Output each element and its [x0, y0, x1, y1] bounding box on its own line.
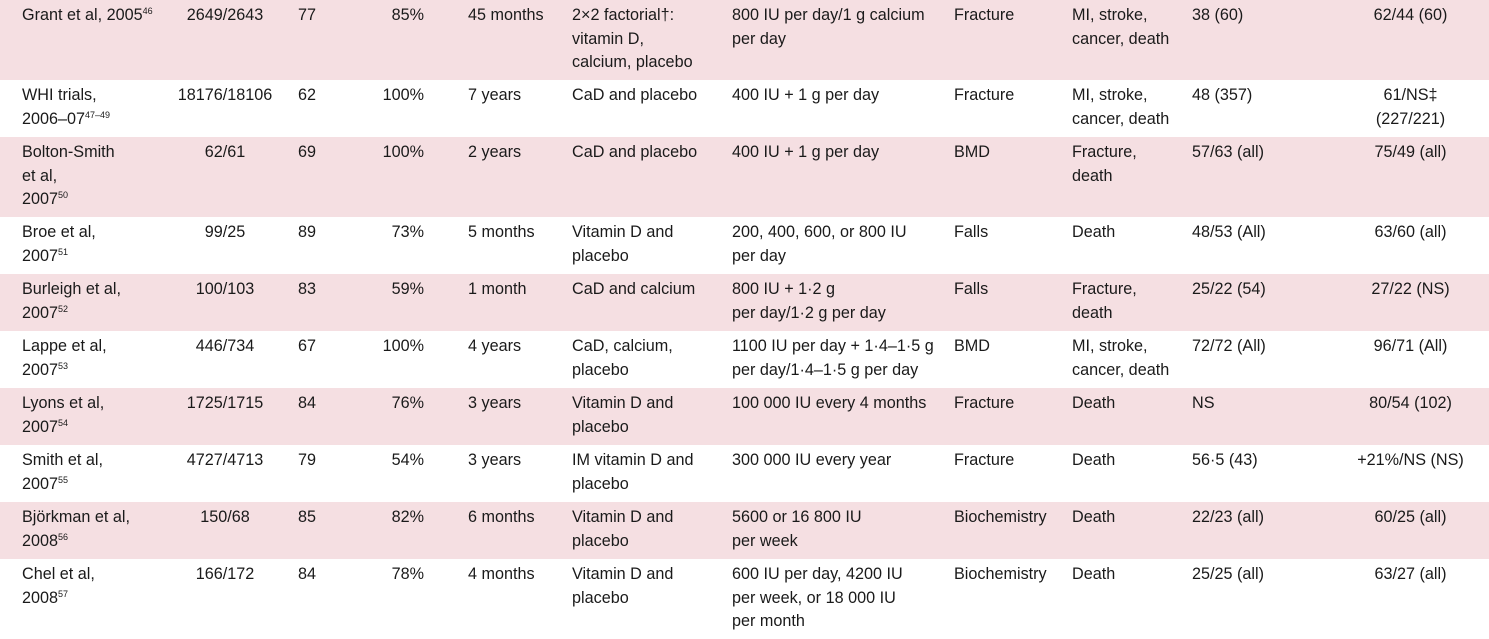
- study-line: Broe et al,: [22, 223, 96, 241]
- secondary-outcome-cell: [1072, 388, 1192, 445]
- study-line: 2008$^{56}$: [22, 531, 69, 550]
- secondary-outcome-line: Fracture,: [1072, 143, 1137, 161]
- design-cell: [572, 502, 732, 559]
- duration-cell: 4 months: [468, 559, 572, 639]
- followup-cell: [1332, 217, 1489, 274]
- followup-line: +21%/NS (NS): [1357, 451, 1464, 469]
- design-line: placebo: [572, 588, 629, 607]
- secondary-outcome-cell: [1072, 217, 1192, 274]
- study-line: Lappe et al,: [22, 337, 107, 355]
- secondary-outcome-line: Death: [1072, 451, 1116, 469]
- primary-outcome-cell: [954, 502, 1072, 559]
- participants-cell: 2649/2643: [160, 0, 290, 80]
- dose-line: 5600 or 16 800 IU: [732, 508, 862, 526]
- study-line: 2008$^{57}$: [22, 588, 69, 607]
- dose-line: 200, 400, 600, or 800 IU: [732, 223, 907, 241]
- study-cell: [0, 502, 160, 559]
- design-line: Vitamin D and: [572, 394, 674, 412]
- reference-superscript: 57: [58, 588, 69, 599]
- baseline-cell: 25/25 (all): [1192, 559, 1332, 639]
- dose-cell: [732, 445, 954, 502]
- reference-superscript: 51: [58, 246, 69, 257]
- table-row: [0, 331, 1489, 388]
- primary-outcome-cell: [954, 331, 1072, 388]
- design-cell: [572, 80, 732, 137]
- women-cell: 73%: [335, 217, 468, 274]
- secondary-outcome-line: death: [1072, 303, 1113, 322]
- design-cell: [572, 331, 732, 388]
- women-cell: 76%: [335, 388, 468, 445]
- study-line: et al,: [22, 166, 58, 185]
- table-row: [0, 274, 1489, 331]
- women-cell: 82%: [335, 502, 468, 559]
- secondary-outcome-line: Death: [1072, 508, 1116, 526]
- study-cell: [0, 217, 160, 274]
- secondary-outcome-line: MI, stroke,: [1072, 337, 1148, 355]
- secondary-outcome-line: cancer, death: [1072, 29, 1170, 48]
- secondary-outcome-line: cancer, death: [1072, 109, 1170, 128]
- design-line: CaD and placebo: [572, 143, 698, 161]
- design-line: placebo: [572, 246, 629, 265]
- dose-cell: [732, 331, 954, 388]
- design-line: placebo: [572, 531, 629, 550]
- reference-superscript: 56: [58, 531, 69, 542]
- age-cell: 89: [290, 217, 335, 274]
- dose-line: per week: [732, 531, 798, 550]
- age-cell: 69: [290, 137, 335, 217]
- age-cell: 84: [290, 559, 335, 639]
- women-cell: 59%: [335, 274, 468, 331]
- women-cell: 85%: [335, 0, 468, 80]
- design-cell: [572, 388, 732, 445]
- study-cell: [0, 388, 160, 445]
- primary-outcome-cell: [954, 137, 1072, 217]
- duration-cell: 2 years: [468, 137, 572, 217]
- study-line: 2007$^{51}$: [22, 246, 69, 265]
- followup-cell: [1332, 274, 1489, 331]
- followup-cell: [1332, 502, 1489, 559]
- followup-line: 60/25 (all): [1374, 508, 1447, 526]
- dose-line: 800 IU per day/1 g calcium: [732, 6, 925, 24]
- duration-cell: 5 months: [468, 217, 572, 274]
- study-cell: [0, 137, 160, 217]
- followup-cell: [1332, 137, 1489, 217]
- dose-cell: [732, 274, 954, 331]
- secondary-outcome-line: cancer, death: [1072, 360, 1170, 379]
- study-line: 2007$^{50}$: [22, 190, 69, 208]
- baseline-cell: 48/53 (All): [1192, 217, 1332, 274]
- duration-cell: 1 month: [468, 274, 572, 331]
- study-cell: [0, 559, 160, 639]
- study-line: 2007$^{52}$: [22, 303, 69, 322]
- study-line: Björkman et al,: [22, 508, 130, 526]
- secondary-outcome-cell: [1072, 445, 1192, 502]
- participants-cell: 4727/4713: [160, 445, 290, 502]
- primary-outcome-line: Fracture: [954, 86, 1015, 104]
- dose-cell: [732, 388, 954, 445]
- design-line: Vitamin D and: [572, 223, 674, 241]
- reference-superscript: 52: [58, 303, 69, 314]
- baseline-cell: 72/72 (All): [1192, 331, 1332, 388]
- design-line: placebo: [572, 474, 629, 493]
- study-cell: [0, 0, 160, 80]
- age-cell: 83: [290, 274, 335, 331]
- followup-line: 27/22 (NS): [1371, 280, 1450, 298]
- design-cell: [572, 0, 732, 80]
- design-line: placebo: [572, 417, 629, 436]
- primary-outcome-line: Biochemistry: [954, 565, 1047, 583]
- women-cell: 100%: [335, 80, 468, 137]
- women-cell: 100%: [335, 137, 468, 217]
- design-line: Vitamin D and: [572, 565, 674, 583]
- followup-cell: [1332, 80, 1489, 137]
- dose-cell: [732, 80, 954, 137]
- table-row: [0, 80, 1489, 137]
- primary-outcome-cell: [954, 559, 1072, 639]
- participants-cell: 99/25: [160, 217, 290, 274]
- primary-outcome-cell: [954, 445, 1072, 502]
- table-row: [0, 559, 1489, 639]
- primary-outcome-line: Falls: [954, 223, 989, 241]
- participants-cell: 166/172: [160, 559, 290, 639]
- design-line: Vitamin D and: [572, 508, 674, 526]
- secondary-outcome-cell: [1072, 137, 1192, 217]
- participants-cell: 446/734: [160, 331, 290, 388]
- table-row: [0, 137, 1489, 217]
- women-cell: 54%: [335, 445, 468, 502]
- baseline-cell: 48 (357): [1192, 80, 1332, 137]
- dose-line: 400 IU + 1 g per day: [732, 143, 880, 161]
- secondary-outcome-cell: [1072, 559, 1192, 639]
- design-line: 2×2 factorial†:: [572, 6, 675, 24]
- dose-cell: [732, 137, 954, 217]
- followup-line: 63/27 (all): [1374, 565, 1447, 583]
- dose-cell: [732, 0, 954, 80]
- primary-outcome-line: BMD: [954, 143, 990, 161]
- followup-cell: [1332, 0, 1489, 80]
- primary-outcome-line: Fracture: [954, 6, 1015, 24]
- secondary-outcome-line: death: [1072, 166, 1113, 185]
- secondary-outcome-line: MI, stroke,: [1072, 86, 1148, 104]
- reference-superscript: 46: [142, 6, 153, 16]
- dose-line: per week, or 18 000 IU: [732, 588, 896, 607]
- table-row: [0, 445, 1489, 502]
- duration-cell: 7 years: [468, 80, 572, 137]
- participants-cell: 100/103: [160, 274, 290, 331]
- study-line: Burleigh et al,: [22, 280, 121, 298]
- dose-line: 1100 IU per day + 1·4–1·5 g: [732, 337, 934, 355]
- design-cell: [572, 137, 732, 217]
- dose-cell: [732, 559, 954, 639]
- design-line: placebo: [572, 360, 629, 379]
- dose-cell: [732, 502, 954, 559]
- dose-line: 800 IU + 1·2 g: [732, 280, 836, 298]
- design-cell: [572, 559, 732, 639]
- study-line: Grant et al, 2005$^{46}$: [22, 6, 153, 24]
- participants-cell: 1725/1715: [160, 388, 290, 445]
- women-cell: 100%: [335, 331, 468, 388]
- reference-superscript: 54: [58, 417, 69, 428]
- dose-line: 600 IU per day, 4200 IU: [732, 565, 903, 583]
- design-cell: [572, 217, 732, 274]
- dose-line: 400 IU + 1 g per day: [732, 86, 880, 104]
- baseline-cell: 38 (60): [1192, 0, 1332, 80]
- dose-cell: [732, 217, 954, 274]
- followup-cell: [1332, 331, 1489, 388]
- table-row: [0, 217, 1489, 274]
- design-line: IM vitamin D and: [572, 451, 694, 469]
- design-line: calcium, placebo: [572, 53, 693, 71]
- design-cell: [572, 445, 732, 502]
- primary-outcome-line: Fracture: [954, 394, 1015, 412]
- participants-cell: 150/68: [160, 502, 290, 559]
- duration-cell: 45 months: [468, 0, 572, 80]
- dose-line: 100 000 IU every 4 months: [732, 394, 927, 412]
- dose-line: per month: [732, 612, 805, 630]
- study-line: 2007$^{54}$: [22, 417, 69, 436]
- followup-line: 63/60 (all): [1374, 223, 1447, 241]
- followup-cell: [1332, 445, 1489, 502]
- secondary-outcome-line: Death: [1072, 565, 1116, 583]
- study-cell: [0, 80, 160, 137]
- baseline-cell: 22/23 (all): [1192, 502, 1332, 559]
- age-cell: 79: [290, 445, 335, 502]
- baseline-cell: NS: [1192, 388, 1332, 445]
- duration-cell: 4 years: [468, 331, 572, 388]
- age-cell: 67: [290, 331, 335, 388]
- design-cell: [572, 274, 732, 331]
- dose-line: per day: [732, 246, 786, 265]
- dose-line: per day: [732, 29, 786, 48]
- followup-line: 75/49 (all): [1374, 143, 1447, 161]
- study-line: Bolton-Smith: [22, 143, 115, 161]
- secondary-outcome-line: Death: [1072, 394, 1116, 412]
- age-cell: 84: [290, 388, 335, 445]
- study-line: WHI trials,: [22, 86, 97, 104]
- baseline-cell: 25/22 (54): [1192, 274, 1332, 331]
- secondary-outcome-line: Death: [1072, 223, 1116, 241]
- participants-cell: 18176/18106: [160, 80, 290, 137]
- age-cell: 77: [290, 0, 335, 80]
- participants-cell: 62/61: [160, 137, 290, 217]
- secondary-outcome-cell: [1072, 502, 1192, 559]
- primary-outcome-line: BMD: [954, 337, 990, 355]
- design-line: vitamin D,: [572, 29, 644, 48]
- primary-outcome-cell: [954, 274, 1072, 331]
- duration-cell: 3 years: [468, 388, 572, 445]
- followup-line: 96/71 (All): [1373, 337, 1448, 355]
- primary-outcome-line: Falls: [954, 280, 989, 298]
- age-cell: 85: [290, 502, 335, 559]
- study-line: Chel et al,: [22, 565, 95, 583]
- followup-cell: [1332, 559, 1489, 639]
- reference-superscript: 53: [58, 360, 69, 371]
- baseline-cell: 56·5 (43): [1192, 445, 1332, 502]
- secondary-outcome-cell: [1072, 274, 1192, 331]
- secondary-outcome-cell: [1072, 331, 1192, 388]
- primary-outcome-cell: [954, 80, 1072, 137]
- duration-cell: 3 years: [468, 445, 572, 502]
- followup-line: 61/NS‡: [1383, 86, 1438, 104]
- design-line: CaD and calcium: [572, 280, 696, 298]
- baseline-cell: 57/63 (all): [1192, 137, 1332, 217]
- followup-line: 80/54 (102): [1369, 394, 1452, 412]
- dose-line: per day/1·2 g per day: [732, 303, 886, 322]
- design-line: CaD and placebo: [572, 86, 698, 104]
- study-line: Lyons et al,: [22, 394, 105, 412]
- reference-superscript: 50: [58, 190, 69, 200]
- followup-line: 62/44 (60): [1373, 6, 1448, 24]
- reference-superscript: 55: [58, 474, 69, 485]
- secondary-outcome-cell: [1072, 0, 1192, 80]
- dose-line: 300 000 IU every year: [732, 451, 892, 469]
- study-cell: [0, 274, 160, 331]
- primary-outcome-cell: [954, 217, 1072, 274]
- secondary-outcome-line: Fracture,: [1072, 280, 1137, 298]
- followup-line: (227/221): [1375, 109, 1446, 128]
- followup-cell: [1332, 388, 1489, 445]
- study-line: Smith et al,: [22, 451, 103, 469]
- dose-line: per day/1·4–1·5 g per day: [732, 360, 919, 379]
- primary-outcome-line: Biochemistry: [954, 508, 1047, 526]
- primary-outcome-line: Fracture: [954, 451, 1015, 469]
- study-line: 2007$^{53}$: [22, 360, 69, 379]
- study-cell: [0, 331, 160, 388]
- age-cell: 62: [290, 80, 335, 137]
- duration-cell: 6 months: [468, 502, 572, 559]
- reference-superscript: 47–49: [85, 109, 111, 120]
- study-cell: [0, 445, 160, 502]
- secondary-outcome-cell: [1072, 80, 1192, 137]
- primary-outcome-cell: [954, 0, 1072, 80]
- design-line: CaD, calcium,: [572, 337, 673, 355]
- study-line: 2007$^{55}$: [22, 474, 69, 493]
- table-row: [0, 502, 1489, 559]
- study-line: 2006–07$^{47-49}$: [22, 109, 111, 128]
- table-row: [0, 0, 1489, 80]
- secondary-outcome-line: MI, stroke,: [1072, 6, 1148, 24]
- primary-outcome-cell: [954, 388, 1072, 445]
- table-row: [0, 388, 1489, 445]
- women-cell: 78%: [335, 559, 468, 639]
